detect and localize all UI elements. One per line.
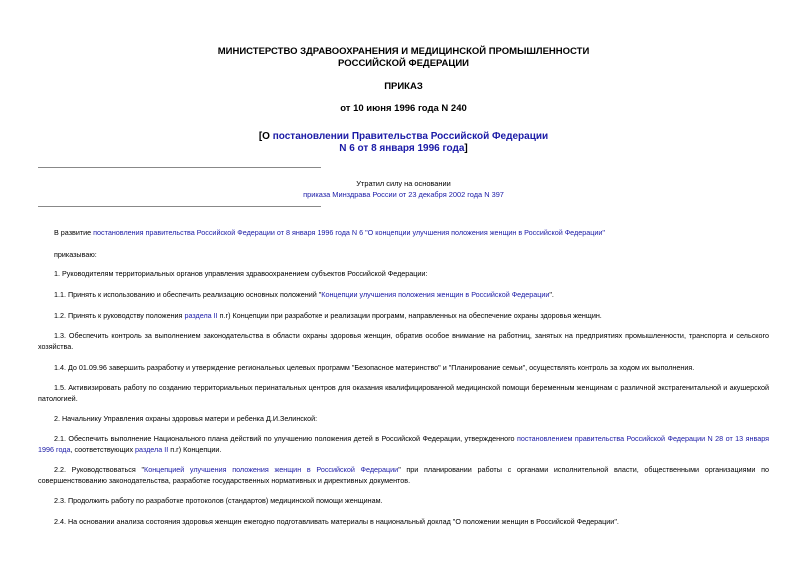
paragraph-1: 1. Руководителям территориальных органов управления здравоохранением субъектов Российской Федерации:: [54, 269, 428, 278]
status-link-line: [0, 190, 807, 200]
document-type: ПРИКАЗ: [384, 81, 423, 92]
paragraph-2-4: 2.4. На основании анализа состояния здоровья женщин ежегодно подготавливать материалы в национальный доклад "О положении женщин в Российской Федерации".: [54, 517, 619, 526]
p1-1-link[interactable]: Концепции улучшения положения женщин в Российской Федерации: [321, 290, 550, 299]
paragraph-1-4: 1.4. До 01.09.96 завершить разработку и утверждение региональных целевых программ "Безопасное материнство" и "Планирование семьи", осуществлять контроль за ходом их выполнения.: [54, 363, 695, 372]
title-close-bracket: ]: [464, 143, 468, 154]
paragraph-1-5: 1.5. Активизировать работу по созданию территориальных перинатальных центров для оказания квалифицированной медицинской помощи беременным женщинам с различной экстрагенитальной и акушерской патологией.: [38, 383, 769, 403]
p2-1-link-section[interactable]: раздела II: [135, 444, 169, 454]
preamble-text: В развитие: [54, 228, 94, 237]
document-title-line1: [0, 131, 807, 143]
divider-top: [38, 167, 321, 168]
title-link-line1[interactable]: постановлении Правительства Российской Федерации: [272, 131, 549, 142]
paragraph-1-2: [38, 311, 769, 322]
title-open-bracket: [О: [258, 131, 273, 142]
paragraph-preamble: [38, 228, 769, 239]
p2-2-text: 2.2. Руководствоваться ": [54, 465, 145, 474]
p2-1-tail: п.г) Концепции.: [168, 444, 222, 454]
preamble-link[interactable]: постановления правительства Российской Федерации от 8 января 1996 года N 6 "О концепции улучшения положения женщин в Российской Федерации": [93, 228, 605, 237]
paragraph-1-3: 1.3. Обеспечить контроль за выполнением законодательства в области охраны здоровья женщин, обратив особое внимание на работниц, занятых на предприятиях промышленности, транспорта и сельского хозяйства.: [38, 331, 769, 351]
p1-1-text: 1.1. Принять к использованию и обеспечить реализацию основных положений ": [54, 290, 322, 299]
status-link[interactable]: приказа Минздрава России от 23 декабря 2002 года N 397: [303, 190, 504, 199]
p2-1-link-decree[interactable]: постановлением правительства Российской Федерации N 28 от 13 января 1996 года: [38, 434, 769, 454]
document-date-number: от 10 июня 1996 года N 240: [340, 103, 467, 114]
ministry-name-line1: МИНИСТЕРСТВО ЗДРАВООХРАНЕНИЯ И МЕДИЦИНСКОЙ ПРОМЫШЛЕННОСТИ: [217, 46, 590, 57]
divider-bottom: [38, 206, 321, 207]
p1-2-text: 1.2. Принять к руководству положения: [54, 311, 185, 320]
paragraph-2-2: [38, 465, 769, 486]
paragraph-2-3: 2.3. Продолжить работу по разработке протоколов (стандартов) медицинской помощи женщинам.: [54, 496, 383, 505]
p2-2-tail: " при планировании работы с органами исполнительной власти, общественными организациями по совершенствованию законодательства, разработке государственных нормативных и директивных документов.: [38, 465, 769, 485]
p1-2-link[interactable]: раздела II: [184, 311, 218, 320]
p2-2-link[interactable]: Концепцией улучшения положения женщин в Российской Федерации: [144, 465, 399, 474]
p2-1-mid: , соответствующих: [70, 444, 136, 454]
paragraph-2-1: [38, 434, 769, 455]
p1-1-tail: ".: [549, 290, 554, 299]
ministry-name-line2: РОССИЙСКОЙ ФЕДЕРАЦИИ: [337, 58, 469, 69]
p1-2-tail: п.г) Концепции при разработке и реализации программ, направленных на обеспечение охраны здоровья женщин.: [217, 311, 602, 320]
document-title-line2: [0, 143, 807, 155]
paragraph-2: 2. Начальнику Управления охраны здоровья матери и ребенка Д.И.Зелинской:: [54, 414, 318, 423]
p2-1-text: 2.1. Обеспечить выполнение Национального плана действий по улучшению положения детей в Российской Федерации, утвержденного: [54, 434, 517, 443]
paragraph-1-1: [38, 290, 769, 301]
paragraph-order: приказываю:: [54, 250, 97, 259]
title-link-line2[interactable]: N 6 от 8 января 1996 года: [339, 143, 465, 154]
status-note: Утратил силу на основании: [356, 179, 451, 188]
